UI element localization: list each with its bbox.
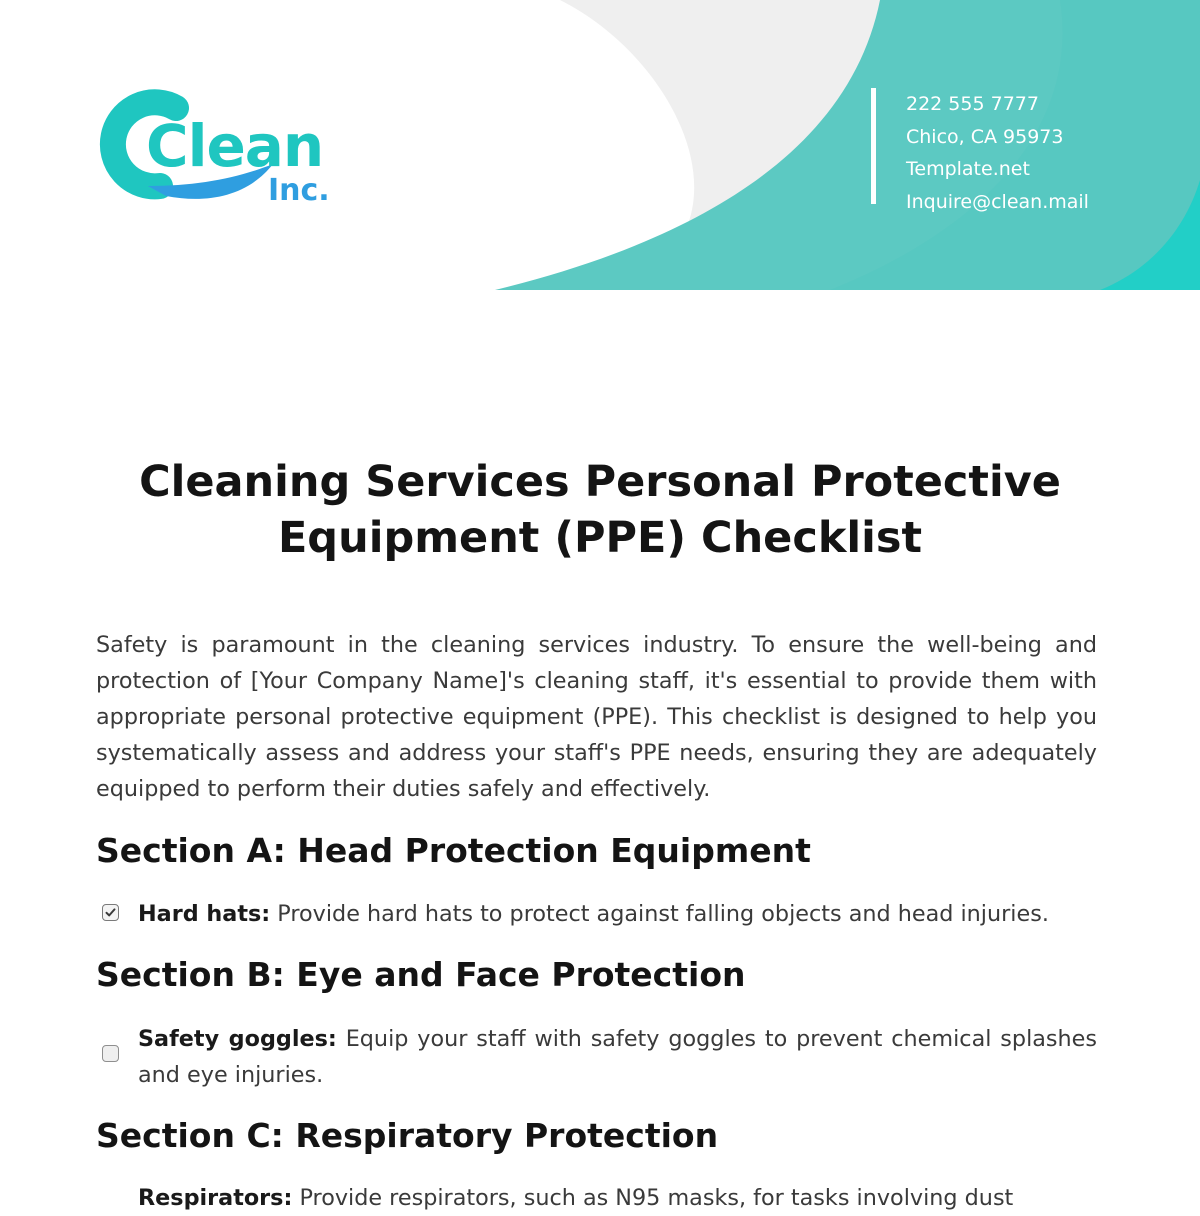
item-text: Provide respirators, such as N95 masks, for tasks involving dust bbox=[292, 1185, 1014, 1211]
contact-website[interactable]: Template.net bbox=[906, 158, 1030, 181]
item-text: Equip your staff with safety goggles to prevent chemical splashes and eye injuries. bbox=[138, 1026, 1098, 1088]
section-c-heading: Section C: Respiratory Protection bbox=[96, 1116, 719, 1155]
logo-main-text: Clean bbox=[146, 112, 324, 180]
contact-address: Chico, CA 95973 bbox=[906, 125, 1064, 148]
logo-sub-text: Inc. bbox=[268, 173, 330, 208]
contact-phone: 222 555 7777 bbox=[906, 93, 1039, 115]
checkmark-icon bbox=[104, 906, 117, 919]
clean-inc-logo bbox=[88, 78, 348, 208]
section-a-heading: Section A: Head Protection Equipment bbox=[96, 831, 811, 870]
item-text: Provide hard hats to protect against falling objects and head injuries. bbox=[270, 901, 1049, 927]
intro-paragraph: Safety is paramount in the cleaning services industry. To ensure the well-being and protection of [Your Company Name]'s cleaning staff, it's essential to provide them with appropriate personal protective equipment (PPE). This checklist is designed to help you systematically assess and address your staff's PPE needs, ensuring they are adequately equipped to perform their duties safely and effectively. bbox=[96, 632, 1097, 802]
item-term: Safety goggles: bbox=[138, 1026, 337, 1052]
checklist-item-hard-hats bbox=[138, 896, 1097, 932]
item-term: Respirators: bbox=[138, 1185, 293, 1211]
section-b-heading: Section B: Eye and Face Protection bbox=[96, 955, 746, 994]
contact-email[interactable]: Inquire@clean.mail bbox=[906, 191, 1089, 214]
checklist-item-safety-goggles bbox=[138, 1021, 1097, 1093]
hard-hats-checkbox[interactable] bbox=[102, 904, 119, 921]
title-line-2: Equipment (PPE) Checklist bbox=[277, 513, 923, 563]
contact-info bbox=[871, 88, 1089, 214]
safety-goggles-checkbox[interactable] bbox=[102, 1045, 119, 1062]
item-term: Hard hats: bbox=[138, 901, 271, 927]
title-line-1: Cleaning Services Personal Protective bbox=[139, 457, 1061, 507]
checklist-item-respirators bbox=[138, 1180, 1097, 1216]
document-title bbox=[0, 454, 1200, 566]
